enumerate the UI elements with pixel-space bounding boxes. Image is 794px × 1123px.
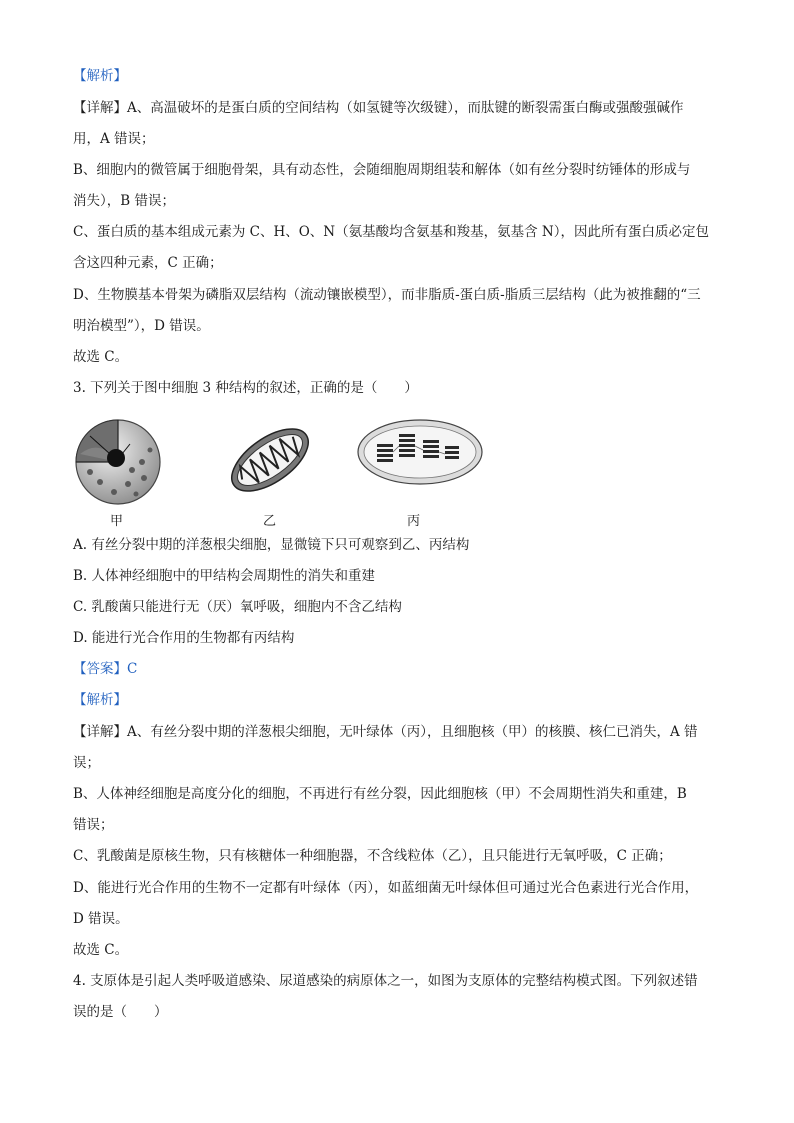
nucleus-diagram <box>70 410 170 510</box>
detail-line: 【详解】A、有丝分裂中期的洋葱根尖细胞，无叶绿体（丙），且细胞核（甲）的核膜、核仁已消失，A 错 <box>73 724 698 740</box>
conclusion-line: 故选 C。 <box>73 942 129 958</box>
question-3-stem: 3. 下列关于图中细胞 3 种结构的叙述，正确的是（ ） <box>73 380 418 396</box>
detail-line: 错误； <box>73 817 114 833</box>
detail-line: 消失），B 错误； <box>73 193 175 209</box>
figure-label-bing: 丙 <box>407 514 421 529</box>
detail-line: B、细胞内的微管属于细胞骨架，具有动态性，会随细胞周期组装和解体（如有丝分裂时纺锤体的形成与 <box>73 162 691 178</box>
detail-line: 明治模型”），D 错误。 <box>73 318 210 334</box>
detail-line: C、蛋白质的基本组成元素为 C、H、O、N（氨基酸均含氨基和羧基，氨基含 N），因此所有蛋白质必定包 <box>73 224 709 240</box>
organelle-figure <box>70 410 500 530</box>
option-a: A. 有丝分裂中期的洋葱根尖细胞，显微镜下只可观察到乙、丙结构 <box>73 537 470 553</box>
detail-line: 【详解】A、高温破坏的是蛋白质的空间结构（如氢键等次级键），而肽键的断裂需蛋白酶或强酸强碱作 <box>73 100 684 116</box>
figure-label-yi: 乙 <box>263 514 277 529</box>
question-4-stem: 误的是（ ） <box>73 1004 168 1020</box>
conclusion-line: 故选 C。 <box>73 349 129 365</box>
question-4-stem: 4. 支原体是引起人类呼吸道感染、尿道感染的病原体之一，如图为支原体的完整结构模式图。下列叙述错 <box>73 973 698 989</box>
option-c: C. 乳酸菌只能进行无（厌）氧呼吸，细胞内不含乙结构 <box>73 599 402 615</box>
mitochondrion-diagram <box>220 410 320 510</box>
chloroplast-diagram <box>355 410 485 490</box>
detail-line: 用，A 错误； <box>73 131 155 147</box>
option-b: B. 人体神经细胞中的甲结构会周期性的消失和重建 <box>73 568 376 584</box>
option-d: D. 能进行光合作用的生物都有丙结构 <box>73 630 295 646</box>
figure-label-jia: 甲 <box>110 514 124 529</box>
analysis-heading: 【解析】 <box>73 692 127 708</box>
detail-line: 含这四种元素，C 正确； <box>73 255 223 271</box>
detail-line: B、人体神经细胞是高度分化的细胞，不再进行有丝分裂，因此细胞核（甲）不会周期性消失和重建，B <box>73 786 687 802</box>
detail-line: D、生物膜基本骨架为磷脂双层结构（流动镶嵌模型），而非脂质-蛋白质-脂质三层结构（此为被推翻的“三 <box>73 287 701 303</box>
analysis-heading: 【解析】 <box>73 68 127 84</box>
detail-line: C、乳酸菌是原核生物，只有核糖体一种细胞器，不含线粒体（乙），且只能进行无氧呼吸，C 正确； <box>73 848 672 864</box>
answer-line: 【答案】C <box>73 661 138 677</box>
detail-line: D 错误。 <box>73 911 129 927</box>
detail-line: 误； <box>73 755 100 771</box>
detail-line: D、能进行光合作用的生物不一定都有叶绿体（丙），如蓝细菌无叶绿体但可通过光合色素进行光合作用， <box>73 880 699 896</box>
